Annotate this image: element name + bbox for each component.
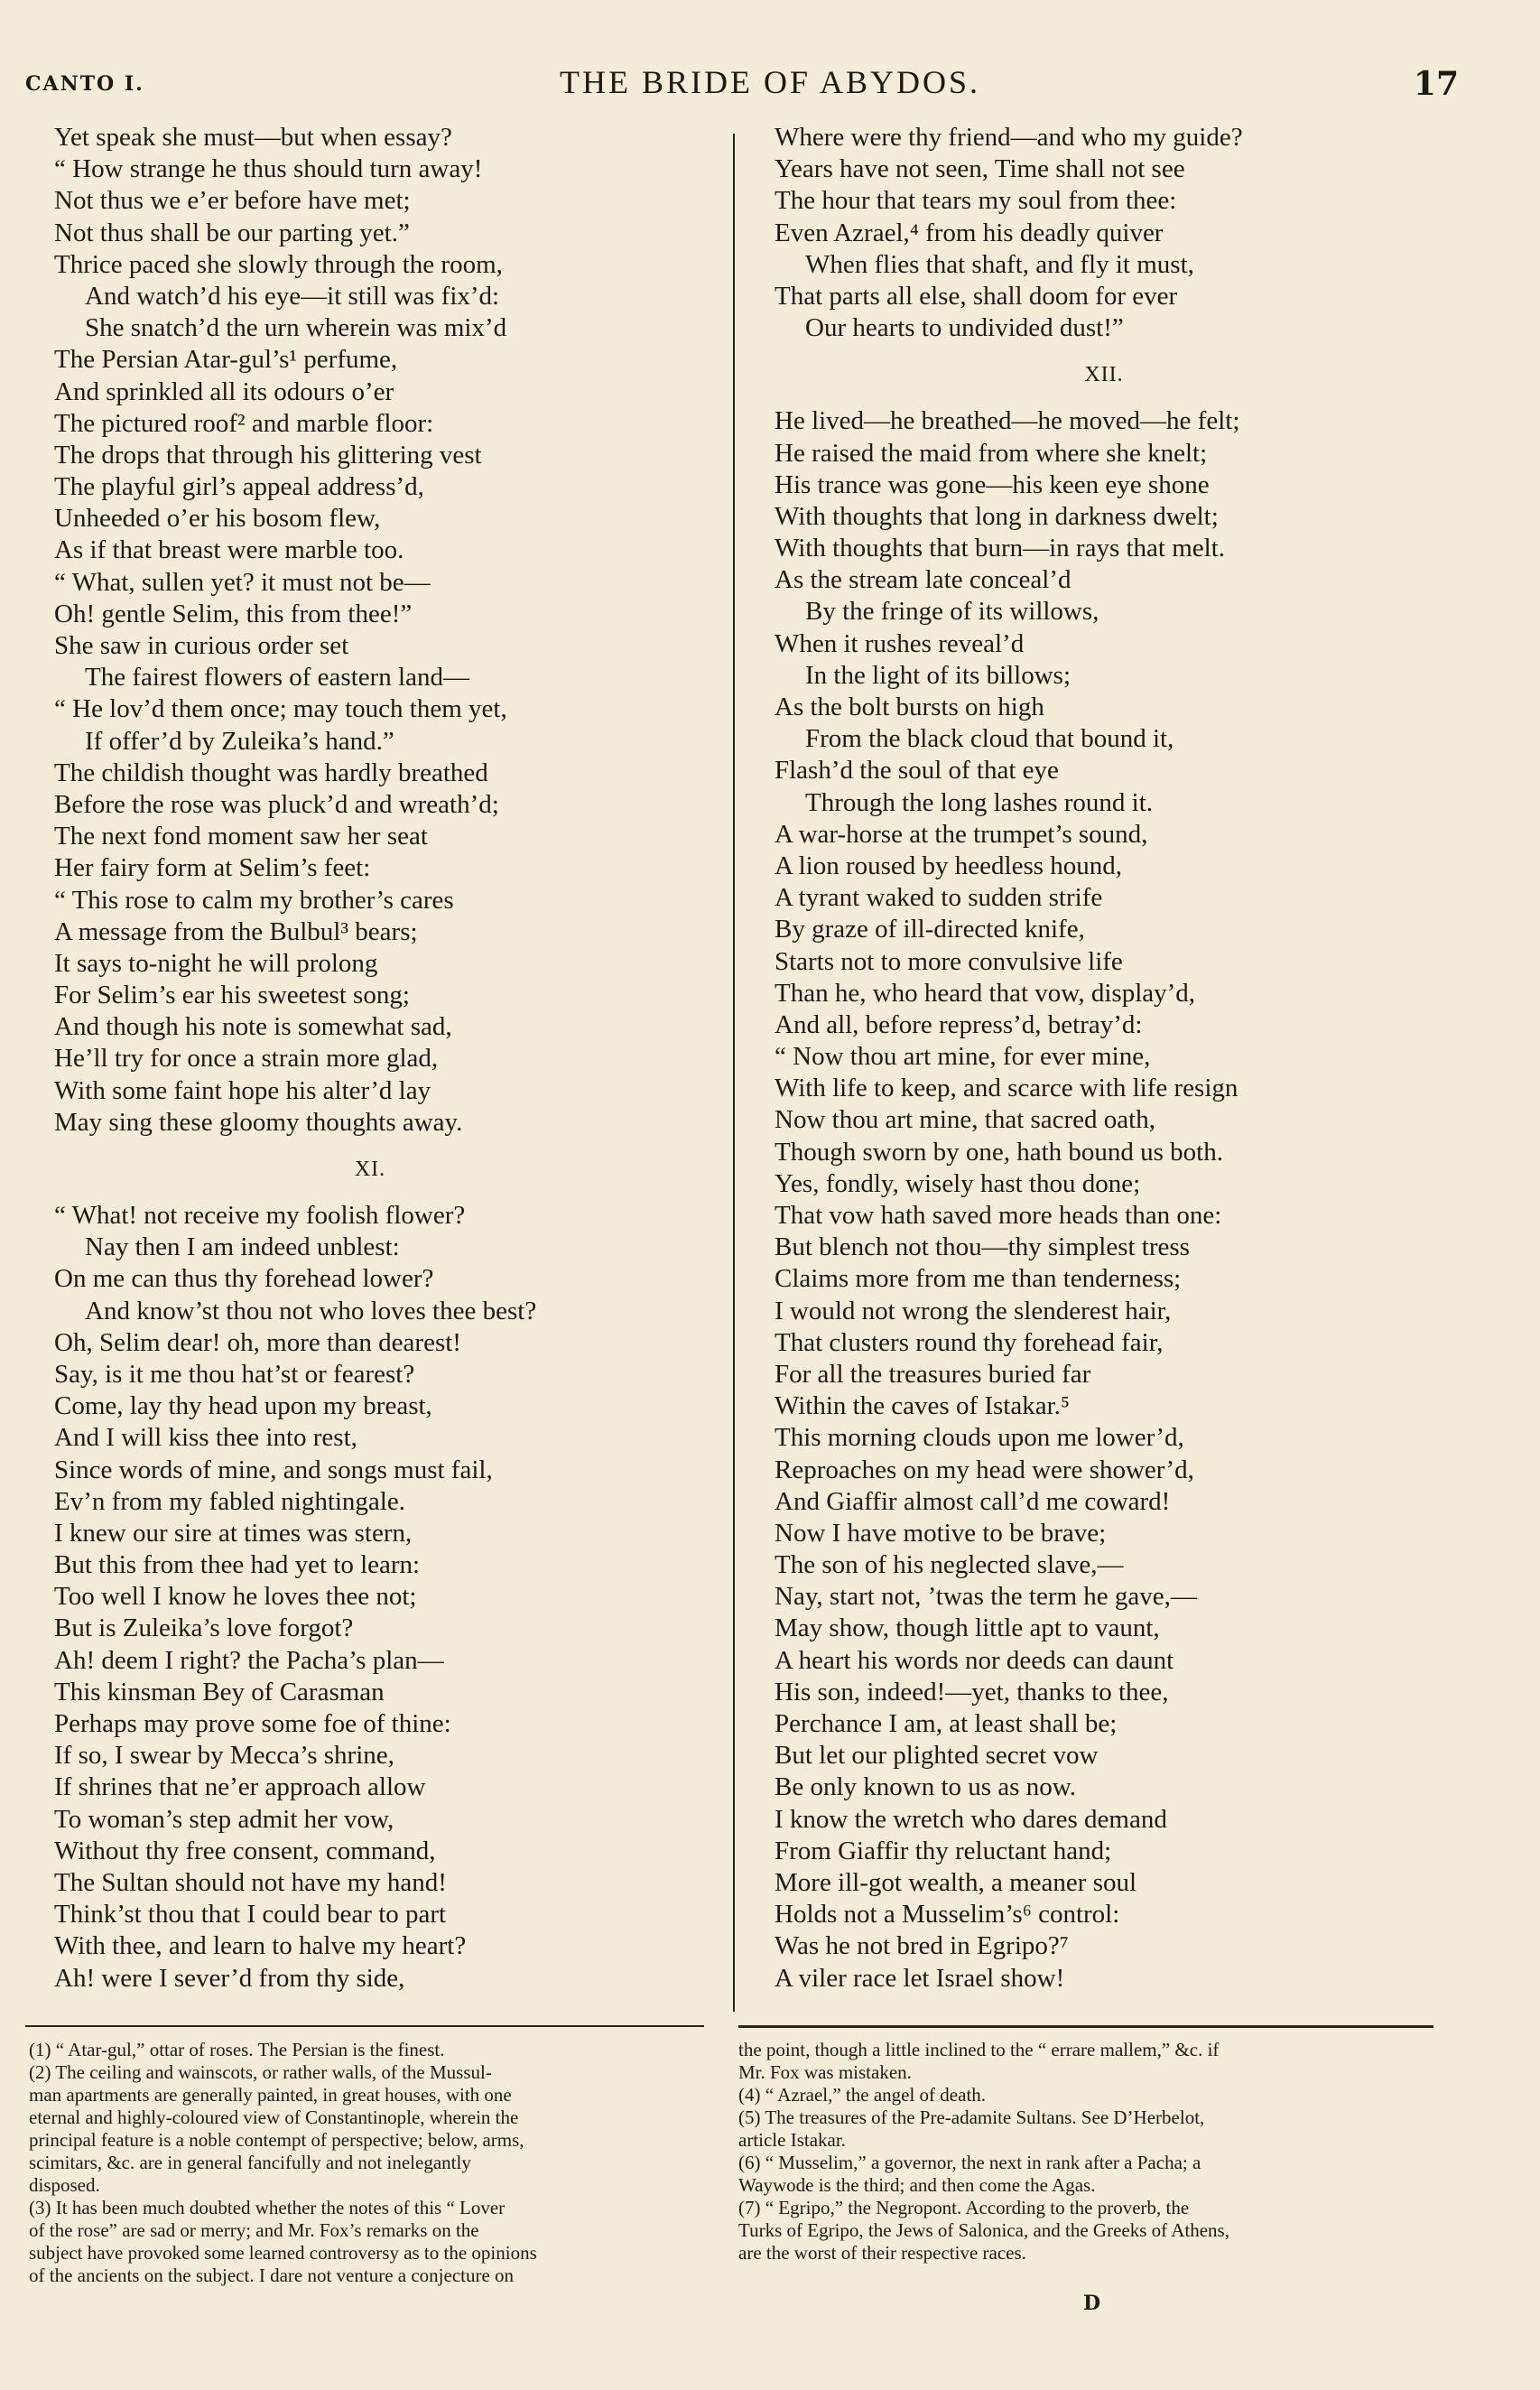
verse-line: I know the wretch who dares demand xyxy=(775,1804,1167,1834)
verse-line: May show, though little apt to vaunt, xyxy=(775,1613,1160,1643)
verse-line: Nay then I am indeed unblest: xyxy=(85,1232,400,1262)
verse-line: With life to keep, and scarce with life resign xyxy=(775,1074,1238,1103)
footnote-line: (6) “ Musselim,” a governor, the next in rank after a Pacha; a xyxy=(738,2152,1201,2173)
footnote-line: principal feature is a noble contempt of perspective; below, arms, xyxy=(29,2129,524,2151)
verse-line: Where were thy friend—and who my guide? xyxy=(775,123,1243,152)
verse-line: More ill-got wealth, a meaner soul xyxy=(775,1867,1137,1897)
verse-line: A war-horse at the trumpet’s sound, xyxy=(775,819,1148,849)
verse-line: And Giaffir almost call’d me coward! xyxy=(775,1486,1171,1516)
verse-line: If shrines that ne’er approach allow xyxy=(54,1772,426,1802)
left-column xyxy=(54,122,704,1995)
verse-line: From the black cloud that bound it, xyxy=(805,724,1174,754)
verse-line: Perhaps may prove some foe of thine: xyxy=(54,1709,451,1738)
verse-line: Not thus we e’er before have met; xyxy=(54,186,411,216)
verse-line: She saw in curious order set xyxy=(54,631,349,660)
verse-line: Flash’d the soul of that eye xyxy=(775,756,1059,786)
verse-line: If so, I swear by Mecca’s shrine, xyxy=(54,1741,394,1771)
footnote-line: Mr. Fox was mistaken. xyxy=(738,2061,912,2083)
verse-line: He lived—he breathed—he moved—he felt; xyxy=(775,406,1240,436)
verse-line: Oh! gentle Selim, this from thee!” xyxy=(54,599,413,628)
footnote-line: disposed. xyxy=(29,2174,100,2196)
verse-line: But let our plighted secret vow xyxy=(775,1741,1099,1771)
verse-line: Thrice paced she slowly through the room, xyxy=(54,249,503,279)
verse-line: Since words of mine, and songs must fail, xyxy=(54,1455,493,1484)
verse-line: Claims more from me than tenderness; xyxy=(775,1264,1182,1294)
verse-line: Our hearts to undivided dust!” xyxy=(805,313,1124,343)
page-title: THE BRIDE OF ABYDOS. xyxy=(559,64,981,100)
verse-line: She snatch’d the urn wherein was mix’d xyxy=(85,313,507,343)
footnote-line: (5) The treasures of the Pre-adamite Sultans. See D’Herbelot, xyxy=(738,2106,1205,2128)
verse-line: The fairest flowers of eastern land— xyxy=(85,663,469,693)
footnote-line: eternal and highly-coloured view of Constantinople, wherein the xyxy=(29,2106,519,2128)
right-column xyxy=(775,122,1461,1995)
verse-line: “ What, sullen yet? it must not be— xyxy=(54,567,431,597)
verse-line: Unheeded o’er his bosom flew, xyxy=(54,504,381,534)
verse-line: With thoughts that burn—in rays that melt. xyxy=(775,534,1226,563)
verse-line: I would not wrong the slenderest hair, xyxy=(775,1296,1172,1325)
verse-line: “ What! not receive my foolish flower? xyxy=(54,1201,466,1230)
verse-line: The next fond moment saw her seat xyxy=(54,822,428,851)
verse-line: Reproaches on my head were shower’d, xyxy=(775,1455,1194,1484)
verse-line: Ah! were I sever’d from thy side, xyxy=(54,1963,405,1993)
canto-label: CANTO I. xyxy=(25,72,144,96)
verse-line: Yet speak she must—but when essay? xyxy=(54,123,452,152)
footnote-line: of the ancients on the subject. I dare not venture a conjecture on xyxy=(29,2264,515,2286)
verse-line: He’ll try for once a strain more glad, xyxy=(54,1044,439,1074)
verse-line: This kinsman Bey of Carasman xyxy=(54,1677,385,1706)
verse-line: A tyrant waked to sudden strife xyxy=(775,883,1103,913)
verse-line: A lion roused by heedless hound, xyxy=(775,851,1123,880)
verse-line: Think’st thou that I could bear to part xyxy=(54,1900,447,1930)
verse-line: Than he, who heard that vow, display’d, xyxy=(775,978,1196,1008)
verse-line: Come, lay thy head upon my breast, xyxy=(54,1391,432,1421)
verse-line: From Giaffir thy reluctant hand; xyxy=(775,1836,1112,1865)
verse-line: The Sultan should not have my hand! xyxy=(54,1867,447,1897)
verse-line: Now thou art mine, that sacred oath, xyxy=(775,1105,1155,1135)
verse-line: When flies that shaft, and fly it must, xyxy=(805,249,1194,279)
verse-line: Yes, fondly, wisely hast thou done; xyxy=(775,1168,1141,1198)
footnote-line: subject have provoked some learned controversy as to the opinions xyxy=(29,2242,537,2264)
verse-line: With thoughts that long in darkness dwelt; xyxy=(775,501,1219,531)
footnotes-left xyxy=(29,2039,708,2287)
verse-line: A viler race let Israel show! xyxy=(775,1963,1065,1993)
verse-line: The Persian Atar-gul’s¹ perfume, xyxy=(54,345,398,375)
verse-line: The childish thought was hardly breathed xyxy=(54,758,488,787)
verse-line: Be only known to us as now. xyxy=(775,1772,1077,1802)
verse-line: That clusters round thy forehead fair, xyxy=(775,1327,1164,1357)
verse-line: Ev’n from my fabled nightingale. xyxy=(54,1486,405,1516)
verse-line: If offer’d by Zuleika’s hand.” xyxy=(85,726,394,756)
footnote-line: (1) “ Atar-gul,” ottar of roses. The Persian is the finest. xyxy=(29,2039,445,2060)
footnote-line: man apartments are generally painted, in great houses, with one xyxy=(29,2084,512,2106)
verse-line: Her fairy form at Selim’s feet: xyxy=(54,853,371,883)
verse-line: It says to-night he will prolong xyxy=(54,948,378,978)
verse-line: Too well I know he loves thee not; xyxy=(54,1582,417,1612)
verse-line: I knew our sire at times was stern, xyxy=(54,1518,413,1548)
footnote-line: (4) “ Azrael,” the angel of death. xyxy=(738,2084,987,2106)
footnote-rule-left xyxy=(25,2025,704,2027)
verse-line: His son, indeed!—yet, thanks to thee, xyxy=(775,1677,1169,1706)
verse-line: And watch’d his eye—it still was fix’d: xyxy=(85,281,500,311)
verse-line: A message from the Bulbul³ bears; xyxy=(54,916,418,946)
verse-line: Not thus shall be our parting yet.” xyxy=(54,218,410,247)
verse-line: On me can thus thy forehead lower? xyxy=(54,1264,434,1294)
verse-line: Oh, Selim dear! oh, more than dearest! xyxy=(54,1327,461,1357)
verse-line: Before the rose was pluck’d and wreath’d; xyxy=(54,789,499,819)
verse-line: “ This rose to calm my brother’s cares xyxy=(54,885,454,915)
verse-line: The pictured roof² and marble floor: xyxy=(54,408,434,438)
verse-line: Nay, start not, ’twas the term he gave,— xyxy=(775,1582,1197,1612)
verse-line: For all the treasures buried far xyxy=(775,1359,1091,1389)
verse-line: His trance was gone—his keen eye shone xyxy=(775,470,1210,499)
verse-line: By the fringe of its willows, xyxy=(805,597,1099,627)
verse-line: And know’st thou not who loves thee best? xyxy=(85,1296,537,1325)
verse-line: “ Now thou art mine, for ever mine, xyxy=(775,1042,1151,1072)
verse-line: May sing these gloomy thoughts away. xyxy=(54,1107,463,1137)
verse-line: Holds not a Musselim’s⁶ control: xyxy=(775,1900,1120,1930)
column-divider xyxy=(733,134,735,2012)
verse-line: Ah! deem I right? the Pacha’s plan— xyxy=(54,1645,444,1675)
footnote-line: scimitars, &c. are in general fancifully and not inelegantly xyxy=(29,2152,471,2173)
verse-line: Now I have motive to be brave; xyxy=(775,1518,1107,1548)
footnote-line: (2) The ceiling and wainscots, or rather walls, of the Mussul- xyxy=(29,2061,492,2083)
verse-line: This morning clouds upon me lower’d, xyxy=(775,1423,1184,1453)
verse-line: Perchance I am, at least shall be; xyxy=(775,1709,1118,1738)
verse-line: That vow hath saved more heads than one: xyxy=(775,1201,1222,1230)
verse-line: And though his note is somewhat sad, xyxy=(54,1012,452,1042)
footnote-rule-right xyxy=(738,2025,1433,2028)
right-stanza-xi-continued xyxy=(775,122,1461,344)
right-stanza-xii xyxy=(775,405,1461,1994)
verse-line: To woman’s step admit her vow, xyxy=(54,1804,394,1834)
signature-mark: D xyxy=(1083,2292,1101,2315)
verse-line: A heart his words nor deeds can daunt xyxy=(775,1645,1174,1675)
verse-line: Without thy free consent, command, xyxy=(54,1836,436,1865)
footnotes-right xyxy=(738,2039,1444,2264)
verse-line: And all, before repress’d, betray’d: xyxy=(775,1009,1143,1039)
left-stanza-xi xyxy=(54,1200,704,1995)
verse-line: Through the long lashes round it. xyxy=(805,787,1154,817)
verse-line: But this from thee had yet to learn: xyxy=(54,1550,421,1580)
running-head xyxy=(0,63,1540,108)
verse-line: But is Zuleika’s love forgot? xyxy=(54,1613,354,1643)
footnote-line: Turks of Egripo, the Jews of Salonica, and the Greeks of Athens, xyxy=(738,2219,1229,2241)
footnote-line: (7) “ Egripo,” the Negropont. According to the proverb, the xyxy=(738,2197,1190,2218)
left-stanza-x-continued xyxy=(54,122,704,1139)
footnote-line: the point, though a little inclined to the “ errare mallem,” &c. if xyxy=(738,2039,1220,2060)
verse-line: When it rushes reveal’d xyxy=(775,628,1025,658)
verse-line: Was he not bred in Egripo?⁷ xyxy=(775,1931,1069,1961)
footnote-line: Waywode is the third; and then come the Agas. xyxy=(738,2174,1096,2196)
section-heading-xi: XI. xyxy=(354,1158,386,1181)
verse-line: With thee, and learn to halve my heart? xyxy=(54,1931,467,1961)
verse-line: And I will kiss thee into rest, xyxy=(54,1423,357,1453)
verse-line: Starts not to more convulsive life xyxy=(775,946,1123,976)
section-heading-xii: XII. xyxy=(1084,363,1124,387)
verse-line: As the bolt bursts on high xyxy=(775,693,1044,721)
verse-line: That parts all else, shall doom for ever xyxy=(775,281,1178,311)
footnote-line: (3) It has been much doubted whether the notes of this “ Lover xyxy=(29,2197,506,2218)
verse-line: The son of his neglected slave,— xyxy=(775,1550,1124,1580)
footnote-line: of the rose” are sad or merry; and Mr. Fox’s remarks on the xyxy=(29,2219,479,2241)
verse-line: By graze of ill-directed knife, xyxy=(775,915,1085,944)
verse-line: The playful girl’s appeal address’d, xyxy=(54,472,424,502)
verse-line: “ How strange he thus should turn away! xyxy=(54,154,483,184)
verse-line: Within the caves of Istakar.⁵ xyxy=(775,1391,1071,1421)
verse-line: Though sworn by one, hath bound us both. xyxy=(775,1137,1223,1167)
page-number: 17 xyxy=(1413,65,1459,103)
verse-line: Say, is it me thou hat’st or fearest? xyxy=(54,1359,415,1389)
verse-line: As if that breast were marble too. xyxy=(54,535,404,565)
verse-line: With some faint hope his alter’d lay xyxy=(54,1075,431,1105)
verse-line: Even Azrael,⁴ from his deadly quiver xyxy=(775,218,1164,247)
verse-line: As the stream late conceal’d xyxy=(775,565,1072,595)
verse-line: The hour that tears my soul from thee: xyxy=(775,186,1177,216)
footnote-line: article Istakar. xyxy=(738,2129,846,2151)
verse-line: And sprinkled all its odours o’er xyxy=(54,377,394,406)
verse-line: The drops that through his glittering vest xyxy=(54,440,482,470)
verse-line: He raised the maid from where she knelt; xyxy=(775,438,1208,468)
verse-line: Years have not seen, Time shall not see xyxy=(775,154,1185,184)
verse-line: “ He lov’d them once; may touch them yet, xyxy=(54,694,507,724)
verse-line: In the light of its billows; xyxy=(805,660,1072,690)
verse-line: For Selim’s ear his sweetest song; xyxy=(54,981,410,1010)
verse-line: But blench not thou—thy simplest tress xyxy=(775,1232,1190,1262)
footnote-line: are the worst of their respective races. xyxy=(738,2242,1026,2264)
